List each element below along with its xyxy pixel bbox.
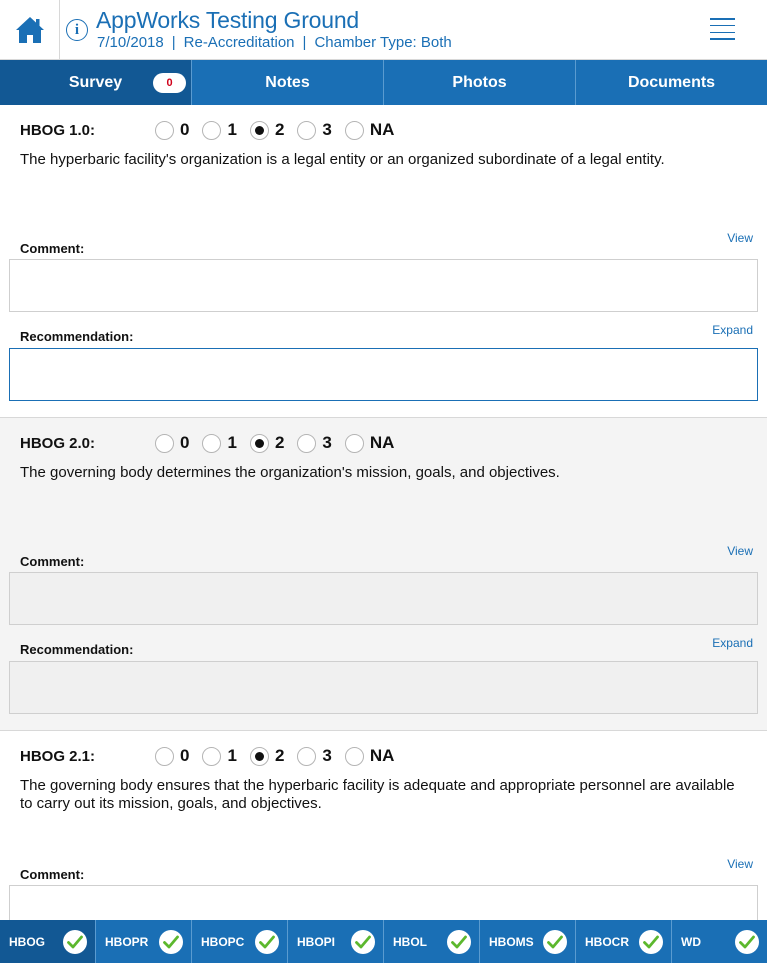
- standard-description: The hyperbaric facility's organization is a legal entity or an organized subordinate of a legal entity.: [20, 151, 665, 168]
- score-option-1[interactable]: 1: [202, 433, 236, 453]
- survey-item: [0, 731, 767, 920]
- score-option-0[interactable]: 0: [155, 433, 189, 453]
- standard-code: HBOG 2.1:: [20, 748, 96, 765]
- section-label: HBOPR: [105, 934, 149, 949]
- survey-type: Re-Accreditation: [183, 34, 295, 51]
- expand-recommendation-link[interactable]: Expand: [712, 636, 753, 650]
- checkmark-icon: [639, 930, 663, 954]
- recommendation-label: Recommendation:: [20, 329, 134, 344]
- info-icon: i: [74, 21, 80, 38]
- tab-photos[interactable]: [384, 60, 576, 105]
- checkmark-icon: [351, 930, 375, 954]
- checkmark-icon: [255, 930, 279, 954]
- standard-code: HBOG 2.0:: [20, 435, 96, 452]
- hamburger-menu-icon[interactable]: [710, 18, 735, 40]
- comment-label: Comment:: [20, 241, 85, 256]
- score-option-1[interactable]: 1: [202, 746, 236, 766]
- chamber-type: Chamber Type: Both: [314, 34, 452, 51]
- radio-button-selected[interactable]: [250, 434, 269, 453]
- comment-field[interactable]: [9, 259, 758, 312]
- app-title: AppWorks Testing Ground: [96, 7, 360, 33]
- view-comment-link[interactable]: View: [727, 231, 753, 245]
- section-label: HBOMS: [489, 934, 534, 949]
- score-option-3[interactable]: 3: [297, 433, 331, 453]
- score-option-2[interactable]: 2: [250, 746, 284, 766]
- recommendation-label: Recommendation:: [20, 642, 134, 657]
- home-icon: [15, 16, 45, 44]
- radio-button[interactable]: [297, 121, 316, 140]
- checkmark-icon: [543, 930, 567, 954]
- separator: |: [171, 34, 176, 51]
- section-hbog[interactable]: [0, 920, 96, 963]
- checkmark-icon: [447, 930, 471, 954]
- view-comment-link[interactable]: View: [727, 857, 753, 871]
- radio-button[interactable]: [155, 747, 174, 766]
- standard-code: HBOG 1.0:: [20, 122, 96, 139]
- survey-item: [0, 105, 767, 418]
- comment-label: Comment:: [20, 554, 85, 569]
- checkmark-icon: [63, 930, 87, 954]
- section-label: WD: [681, 934, 701, 949]
- score-option-na[interactable]: NA: [345, 120, 395, 140]
- radio-button-selected[interactable]: [250, 121, 269, 140]
- tab-label: Survey: [68, 73, 123, 91]
- tab-label: Notes: [265, 73, 310, 91]
- comment-field[interactable]: [9, 572, 758, 625]
- radio-button[interactable]: [155, 434, 174, 453]
- tab-label: Photos: [452, 73, 507, 91]
- tab-survey[interactable]: [0, 60, 192, 105]
- score-radio-group: [155, 746, 407, 766]
- standard-description: The governing body determines the organization's mission, goals, and objectives.: [20, 464, 560, 481]
- score-option-na[interactable]: NA: [345, 433, 395, 453]
- score-option-3[interactable]: 3: [297, 120, 331, 140]
- radio-button[interactable]: [202, 747, 221, 766]
- score-option-0[interactable]: 0: [155, 746, 189, 766]
- radio-button[interactable]: [345, 121, 364, 140]
- section-hbocr[interactable]: [576, 920, 672, 963]
- tab-notes[interactable]: [192, 60, 384, 105]
- app-header: [0, 0, 767, 60]
- score-radio-group: [155, 120, 407, 140]
- radio-button-selected[interactable]: [250, 747, 269, 766]
- score-option-0[interactable]: 0: [155, 120, 189, 140]
- survey-count-badge: 0: [153, 73, 186, 93]
- view-comment-link[interactable]: View: [727, 544, 753, 558]
- section-label: HBOCR: [585, 934, 629, 949]
- survey-date: 7/10/2018: [97, 34, 164, 51]
- expand-recommendation-link[interactable]: Expand: [712, 323, 753, 337]
- tab-label: Documents: [627, 73, 716, 91]
- radio-button[interactable]: [297, 434, 316, 453]
- info-button[interactable]: [66, 19, 88, 41]
- section-label: HBOPC: [201, 934, 245, 949]
- radio-button[interactable]: [155, 121, 174, 140]
- section-wd[interactable]: [672, 920, 767, 963]
- section-hboms[interactable]: [480, 920, 576, 963]
- tab-documents[interactable]: [576, 60, 767, 105]
- radio-button[interactable]: [345, 434, 364, 453]
- checkmark-icon: [735, 930, 759, 954]
- section-hbopr[interactable]: [96, 920, 192, 963]
- survey-subtitle: [97, 34, 452, 51]
- recommendation-field[interactable]: [9, 348, 758, 401]
- survey-item: [0, 418, 767, 731]
- section-hbopi[interactable]: [288, 920, 384, 963]
- score-option-2[interactable]: 2: [250, 120, 284, 140]
- radio-button[interactable]: [202, 434, 221, 453]
- score-option-na[interactable]: NA: [345, 746, 395, 766]
- main-tabs: [0, 60, 767, 105]
- section-label: HBOL: [393, 934, 427, 949]
- comment-label: Comment:: [20, 867, 85, 882]
- radio-button[interactable]: [202, 121, 221, 140]
- score-option-2[interactable]: 2: [250, 433, 284, 453]
- separator: |: [302, 34, 307, 51]
- section-hbopc[interactable]: [192, 920, 288, 963]
- score-radio-group: [155, 433, 407, 453]
- score-option-1[interactable]: 1: [202, 120, 236, 140]
- radio-button[interactable]: [345, 747, 364, 766]
- score-option-3[interactable]: 3: [297, 746, 331, 766]
- recommendation-field[interactable]: [9, 661, 758, 714]
- section-label: HBOG: [9, 934, 45, 949]
- section-nav: [0, 920, 767, 963]
- radio-button[interactable]: [297, 747, 316, 766]
- checkmark-icon: [159, 930, 183, 954]
- home-button[interactable]: [0, 0, 60, 60]
- section-hbol[interactable]: [384, 920, 480, 963]
- standard-description: The governing body ensures that the hyperbaric facility is adequate and appropriate personnel are available to carry out its mission, goals, and objectives.: [20, 777, 735, 812]
- section-label: HBOPI: [297, 934, 336, 949]
